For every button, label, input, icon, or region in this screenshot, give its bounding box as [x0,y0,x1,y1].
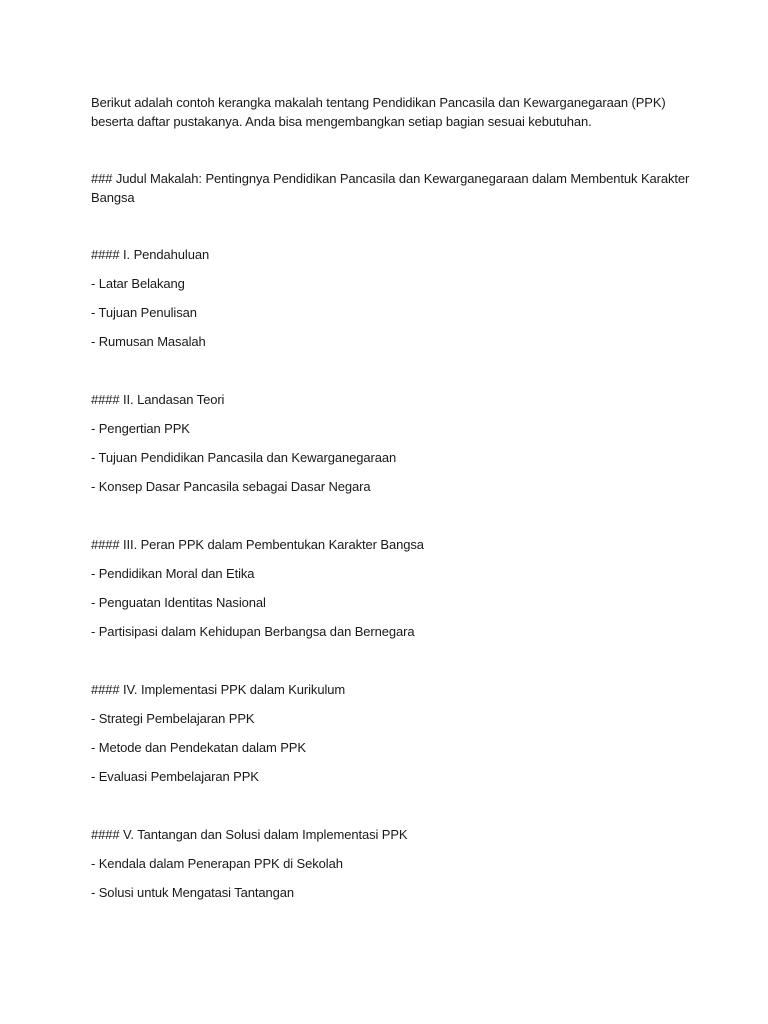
intro-paragraph: Berikut adalah contoh kerangka makalah tentang Pendidikan Pancasila dan Kewarganegaraan (PPK) beserta daftar pustakanya. Anda bisa mengembangkan setiap bagian sesuai kebutuhan. [91,95,666,129]
section-heading: #### IV. Implementasi PPK dalam Kurikulum [91,682,346,697]
list-item: - Metode dan Pendekatan dalam PPK [91,740,306,755]
section-landasan-teori [91,390,691,496]
section-heading: #### V. Tantangan dan Solusi dalam Implementasi PPK [91,827,408,842]
section-heading: #### I. Pendahuluan [91,247,210,262]
list-item: - Pengertian PPK [91,421,190,436]
section-tantangan-solusi [91,825,691,902]
list-item: - Tujuan Penulisan [91,305,197,320]
section-heading: #### II. Landasan Teori [91,392,225,407]
paper-title: ### Judul Makalah: Pentingnya Pendidikan Pancasila dan Kewarganegaraan dalam Membentuk Karakter Bangsa [91,171,690,205]
list-item: - Konsep Dasar Pancasila sebagai Dasar Negara [91,479,371,494]
document-body [91,93,691,902]
section-heading: #### III. Peran PPK dalam Pembentukan Karakter Bangsa [91,537,424,552]
list-item: - Kendala dalam Penerapan PPK di Sekolah [91,856,343,871]
list-item: - Rumusan Masalah [91,334,206,349]
section-implementasi [91,680,691,786]
list-item: - Strategi Pembelajaran PPK [91,711,255,726]
list-item: - Pendidikan Moral dan Etika [91,566,255,581]
list-item: - Evaluasi Pembelajaran PPK [91,769,259,784]
section-peran-ppk [91,535,691,641]
list-item: - Latar Belakang [91,276,185,291]
list-item: - Tujuan Pendidikan Pancasila dan Kewarganegaraan [91,450,397,465]
section-pendahuluan [91,245,691,351]
list-item: - Partisipasi dalam Kehidupan Berbangsa dan Bernegara [91,624,415,639]
list-item: - Penguatan Identitas Nasional [91,595,266,610]
list-item: - Solusi untuk Mengatasi Tantangan [91,885,295,900]
